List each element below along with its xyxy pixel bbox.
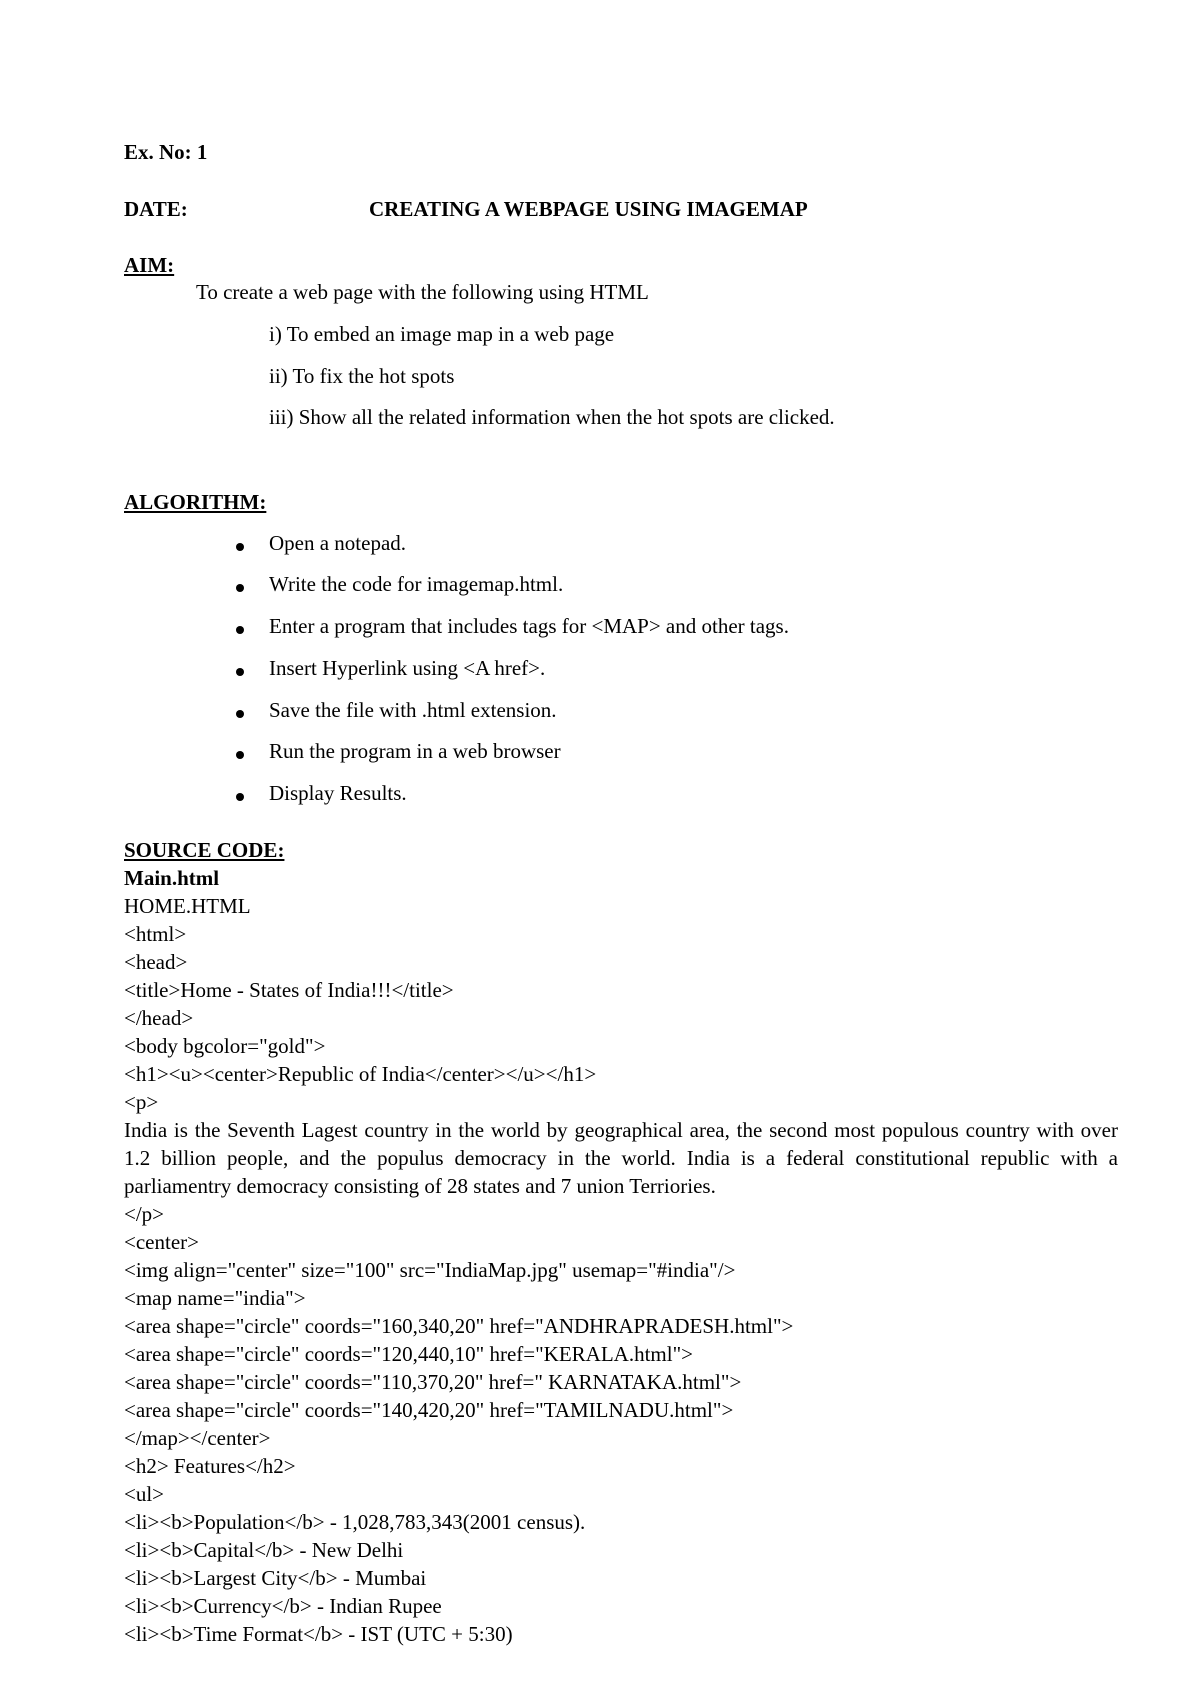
code-line: <h1><u><center>Republic of India</center></u></h1> [124,1062,597,1086]
aim-item: ii) To fix the hot spots [269,364,455,388]
algorithm-step: Enter a program that includes tags for <MAP> and other tags. [269,614,789,638]
source-filename: Main.html [124,866,220,890]
algorithm-step: Run the program in a web browser [269,739,561,763]
code-line: <p> [124,1090,159,1114]
code-line: </map></center> [124,1426,271,1450]
code-line: <area shape="circle" coords="120,440,10" href="KERALA.html"> [124,1342,693,1366]
algorithm-step: Open a notepad. [269,531,407,555]
code-line: <title>Home - States of India!!!</title> [124,978,454,1002]
code-line: <li><b>Capital</b> - New Delhi [124,1538,404,1562]
aim-intro: To create a web page with the following using HTML [196,280,649,304]
code-line: <img align="center" size="100" src="IndiaMap.jpg" usemap="#india"/> [124,1258,736,1282]
code-line: <li><b>Largest City</b> - Mumbai [124,1566,427,1590]
algorithm-step: Insert Hyperlink using <A href>. [269,656,546,680]
algorithm-step: Display Results. [269,781,407,805]
bullet-icon [236,751,244,759]
document-title: CREATING A WEBPAGE USING IMAGEMAP [369,197,808,221]
source-code-heading: SOURCE CODE: [124,838,285,862]
code-line: <center> [124,1230,199,1254]
code-line: <body bgcolor="gold"> [124,1034,326,1058]
code-line: <ul> [124,1482,165,1506]
code-line: <map name="india"> [124,1286,306,1310]
code-line: <li><b>Currency</b> - Indian Rupee [124,1594,442,1618]
code-line: <area shape="circle" coords="160,340,20" href="ANDHRAPRADESH.html"> [124,1314,794,1338]
bullet-icon [236,793,244,801]
algorithm-step: Write the code for imagemap.html. [269,572,564,596]
date-label: DATE: [124,197,188,221]
code-line: <li><b>Time Format</b> - IST (UTC + 5:30) [124,1622,513,1646]
code-line: HOME.HTML [124,894,251,918]
code-line: </p> [124,1202,165,1226]
aim-heading: AIM: [124,253,175,277]
bullet-icon [236,626,244,634]
algorithm-step: Save the file with .html extension. [269,698,557,722]
code-line: <h2> Features</h2> [124,1454,296,1478]
code-line: <li><b>Population</b> - 1,028,783,343(2001 census). [124,1510,586,1534]
code-line: <area shape="circle" coords="110,370,20" href=" KARNATAKA.html"> [124,1370,742,1394]
code-line: <head> [124,950,188,974]
bullet-icon [236,584,244,592]
aim-item: i) To embed an image map in a web page [269,322,615,346]
code-line: <area shape="circle" coords="140,420,20" href="TAMILNADU.html"> [124,1398,734,1422]
exercise-number: Ex. No: 1 [124,140,208,164]
algorithm-heading: ALGORITHM: [124,490,267,514]
bullet-icon [236,543,244,551]
bullet-icon [236,668,244,676]
code-line: <html> [124,922,187,946]
source-paragraph: India is the Seventh Lagest country in the world by geographical area, the second most populous country with over 1.2 billion people, and the populus democracy in the world. India is a federal constitutional republic with a parliamentry democracy consisting of 28 states and 7 union Terriories. [124,1118,1118,1198]
aim-item: iii) Show all the related information when the hot spots are clicked. [269,405,835,429]
bullet-icon [236,710,244,718]
code-line: </head> [124,1006,194,1030]
